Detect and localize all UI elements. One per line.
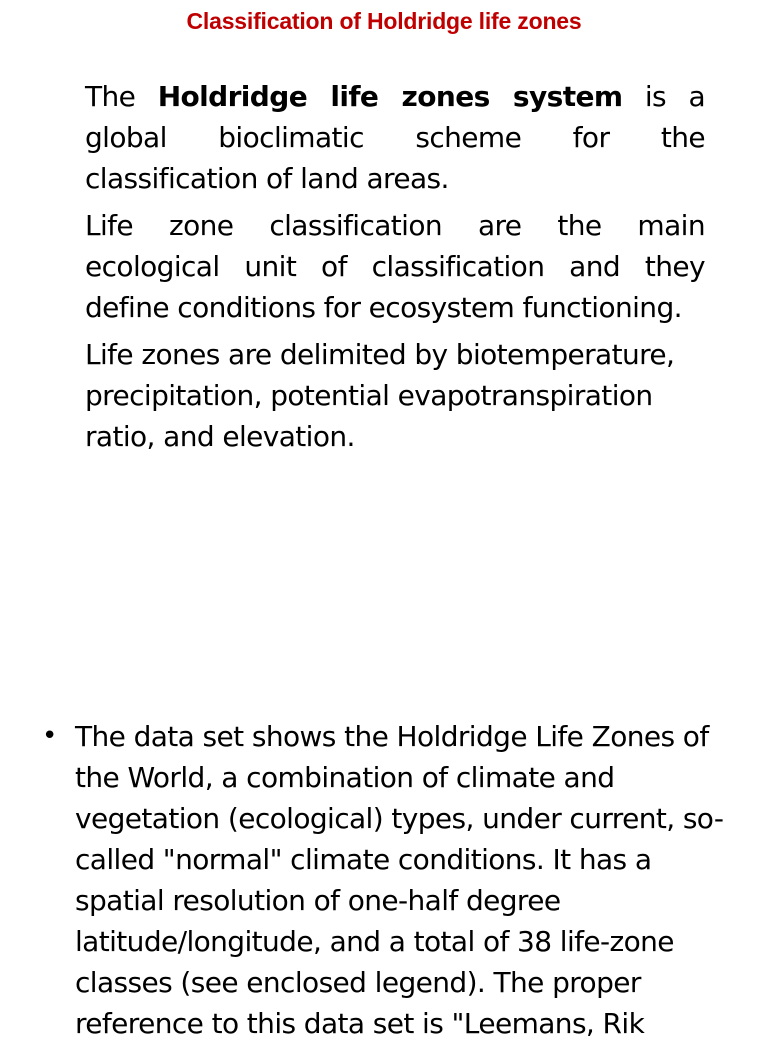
intro-paragraph-definition [85, 76, 705, 199]
bullet-text: The data set shows the Holdridge Life Zones of the World, a combination of climate and vegetation (ecological) types, under current, so-called "normal" climate conditions. It has a spatial resolution of one-half degree latitude/longitude, and a total of 38 life-zone classes (see enclosed legend). The proper reference to this data set is "Leemans, Rik [75, 720, 724, 1040]
bullet-list [42, 716, 732, 1044]
intro-paragraph-delimiters: Life zones are delimited by biotemperature, precipitation, potential evapotranspiration ratio, and elevation. [85, 338, 675, 453]
intro-section [85, 76, 705, 463]
intro-prefix-text: The [85, 80, 158, 113]
page-title: Classification of Holdridge life zones [186, 8, 582, 34]
holdridge-system-term: Holdridge life zones system [157, 80, 623, 113]
bullet-item [42, 716, 732, 1044]
bullet-icon: • [42, 721, 57, 751]
intro-suffix-text: is a global bioclimatic scheme for the classification of land areas. [85, 80, 706, 195]
intro-paragraph-classification: Life zone classification are the main ecological unit of classification and they define conditions for ecosystem functioning. [85, 209, 705, 324]
